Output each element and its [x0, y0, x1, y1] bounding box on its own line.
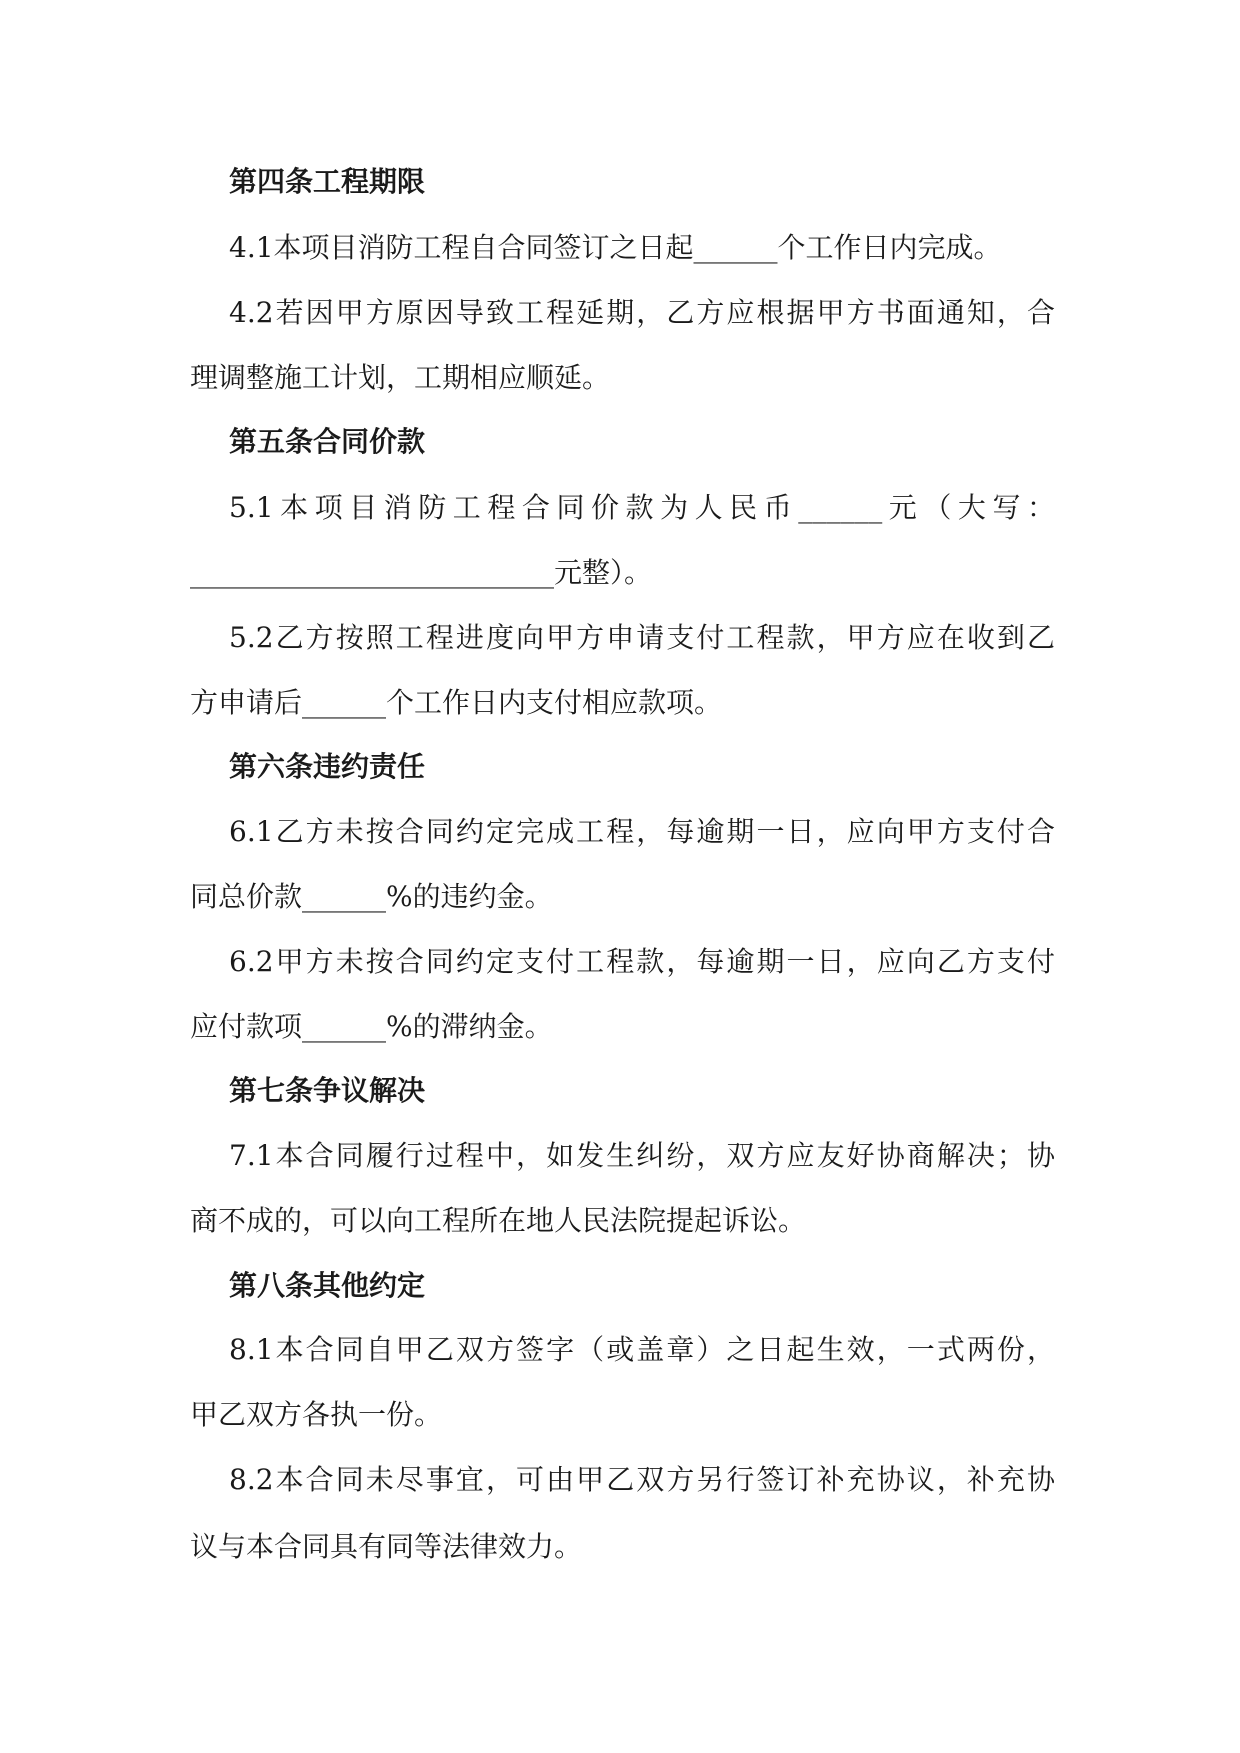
- clause-4-1: 4.1本项目消防工程自合同签订之日起______个工作日内完成。: [229, 231, 1002, 264]
- clause-5-2: 5.2乙方按照工程进度向甲方申请支付工程款，甲方应在收到乙: [229, 621, 1055, 654]
- clause-5-2-cont: 方申请后______个工作日内支付相应款项。: [190, 686, 723, 719]
- clause-4-2-cont: 理调整施工计划，工期相应顺延。: [190, 361, 611, 394]
- section-heading: 第六条违约责任: [229, 750, 426, 783]
- clause-6-2: 6.2甲方未按合同约定支付工程款，每逾期一日，应向乙方支付: [229, 945, 1055, 978]
- section-heading: 第七条争议解决: [229, 1074, 426, 1107]
- clause-8-2: 8.2本合同未尽事宜，可由甲乙双方另行签订补充协议，补充协: [229, 1463, 1055, 1496]
- section-heading: 第五条合同价款: [229, 425, 426, 458]
- clause-4-2: 4.2若因甲方原因导致工程延期，乙方应根据甲方书面通知，合: [229, 296, 1055, 329]
- clause-8-2-cont: 议与本合同具有同等法律效力。: [190, 1530, 583, 1563]
- clause-7-1-cont: 商不成的，可以向工程所在地人民法院提起诉讼。: [190, 1204, 807, 1237]
- section-heading: 第八条其他约定: [229, 1269, 426, 1302]
- clause-7-1: 7.1本合同履行过程中，如发生纠纷，双方应友好协商解决；协: [229, 1139, 1055, 1172]
- clause-8-1-cont: 甲乙双方各执一份。: [190, 1398, 443, 1431]
- clause-6-1: 6.1乙方未按合同约定完成工程，每逾期一日，应向甲方支付合: [229, 815, 1055, 848]
- clause-8-1: 8.1本合同自甲乙双方签字（或盖章）之日起生效，一式两份，: [229, 1333, 1055, 1366]
- clause-5-1: 5.1本项目消防工程合同价款为人民币______元（大写：: [229, 491, 1055, 524]
- clause-6-1-cont: 同总价款______%的违约金。: [190, 880, 553, 913]
- section-heading: 第四条工程期限: [229, 165, 426, 198]
- clause-5-1-cont: __________________________元整）。: [190, 556, 653, 589]
- clause-6-2-cont: 应付款项______%的滞纳金。: [190, 1010, 553, 1043]
